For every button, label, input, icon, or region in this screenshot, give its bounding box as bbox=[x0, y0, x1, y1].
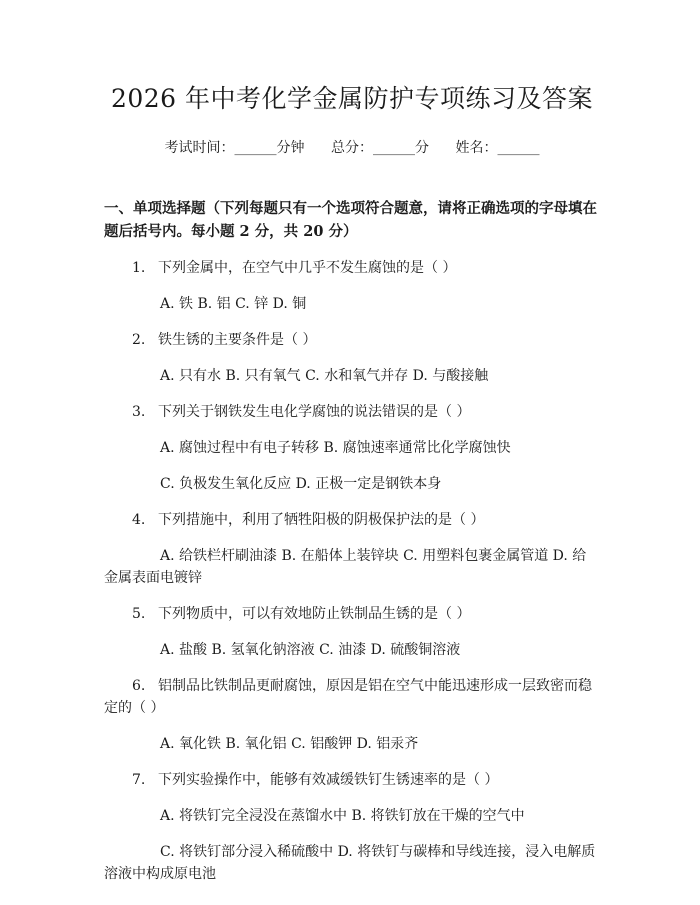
question-5 bbox=[104, 603, 600, 625]
question-2 bbox=[104, 329, 600, 351]
question-number: 5. bbox=[132, 606, 146, 622]
question-4 bbox=[104, 509, 600, 531]
question-2-options: A. 只有水 B. 只有氧气 C. 水和氧气并存 D. 与酸接触 bbox=[160, 368, 489, 384]
question-1 bbox=[104, 257, 600, 279]
question-stem: 铁生锈的主要条件是（ ） bbox=[158, 332, 317, 348]
question-7-options-line-1: A. 将铁钉完全浸没在蒸馏水中 B. 将铁钉放在干燥的空气中 bbox=[160, 808, 525, 824]
question-number: 7. bbox=[132, 772, 146, 788]
page-title: 2026 年中考化学金属防护专项练习及答案 bbox=[110, 84, 594, 113]
total-score-field: 总分：______分 bbox=[331, 140, 429, 156]
question-6 bbox=[104, 675, 600, 719]
question-stem: 下列物质中，可以有效地防止铁制品生锈的是（ ） bbox=[158, 606, 471, 622]
exam-time-field: 考试时间：______分钟 bbox=[164, 140, 305, 156]
exam-meta bbox=[104, 138, 600, 158]
question-number: 1. bbox=[132, 260, 146, 276]
question-stem: 铝制品比铁制品更耐腐蚀，原因是铝在空气中能迅速形成一层致密而稳定的（ ） bbox=[104, 678, 592, 716]
question-3-options-line-2: C. 负极发生氧化反应 D. 正极一定是钢铁本身 bbox=[160, 476, 442, 492]
question-stem: 下列金属中，在空气中几乎不发生腐蚀的是（ ） bbox=[158, 260, 457, 276]
question-stem: 下列措施中，利用了牺牲阳极的阴极保护法的是（ ） bbox=[158, 512, 485, 528]
question-stem: 下列实验操作中，能够有效减缓铁钉生锈速率的是（ ） bbox=[158, 772, 499, 788]
section-heading-single-choice: 一、单项选择题（下列每题只有一个选项符合题意，请将正确选项的字母填在题后括号内。每小题 2 分，共 20 分） bbox=[104, 200, 597, 240]
question-7 bbox=[104, 769, 600, 791]
question-3 bbox=[104, 401, 600, 423]
question-number: 2. bbox=[132, 332, 146, 348]
student-name-field: 姓名：______ bbox=[455, 140, 540, 156]
question-3-options-line-1: A. 腐蚀过程中有电子转移 B. 腐蚀速率通常比化学腐蚀快 bbox=[160, 440, 511, 456]
question-number: 6. bbox=[132, 678, 146, 694]
question-5-options: A. 盐酸 B. 氢氧化钠溶液 C. 油漆 D. 硫酸铜溶液 bbox=[160, 642, 461, 658]
question-number: 3. bbox=[132, 404, 146, 420]
question-number: 4. bbox=[132, 512, 146, 528]
question-1-options: A. 铁 B. 铝 C. 锌 D. 铜 bbox=[160, 296, 307, 312]
question-7-options-line-2: C. 将铁钉部分浸入稀硫酸中 D. 将铁钉与碳棒和导线连接，浸入电解质溶液中构成原电池 bbox=[104, 844, 596, 882]
question-6-options: A. 氧化铁 B. 氧化铝 C. 铝酸钾 D. 铝汞齐 bbox=[160, 736, 419, 752]
question-4-options: A. 给铁栏杆刷油漆 B. 在船体上装锌块 C. 用塑料包裹金属管道 D. 给金属表面电镀锌 bbox=[104, 548, 587, 586]
question-stem: 下列关于钢铁发生电化学腐蚀的说法错误的是（ ） bbox=[158, 404, 471, 420]
